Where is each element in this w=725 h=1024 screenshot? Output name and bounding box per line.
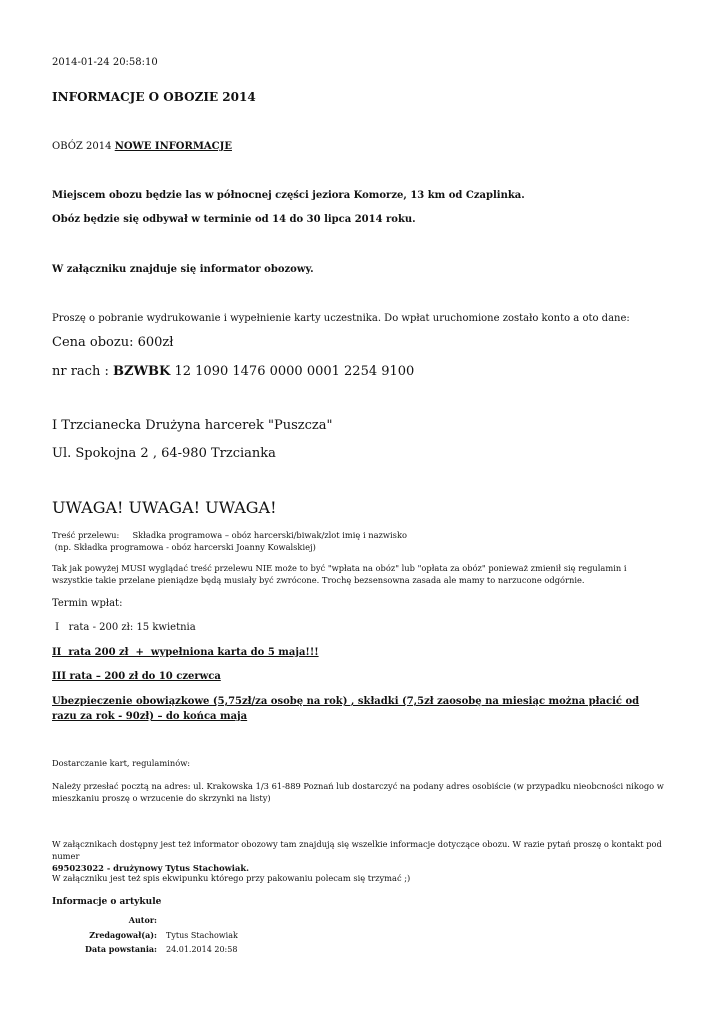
account-prefix: nr rach : xyxy=(52,364,113,379)
meta-editor-row xyxy=(52,930,238,941)
equipment-text: W załączniku jest też spis ekwipunku którego przy pakowaniu polecam się trzymać ;) xyxy=(52,873,411,883)
meta-created-label: Data powstania: xyxy=(85,944,157,954)
intro-prefix: OBÓZ 2014 xyxy=(52,141,112,152)
timestamp: 2014-01-24 20:58:10 xyxy=(52,57,158,68)
attachment-line: W załączniku znajduje się informator obozowy. xyxy=(52,264,314,275)
page-title: INFORMACJE O OBOZIE 2014 xyxy=(52,90,256,104)
delivery-text: Należy przesłać pocztą na adres: ul. Krakowska 1/3 61-889 Poznań lub dostarczyć na podany adres osobiście (w przypadku nieobcności nikogo w mieszkaniu proszę o wrzucenie do skrzynki na listy) xyxy=(52,781,664,803)
dates-line: Obóz będzie się odbywał w terminie od 14 do 30 lipca 2014 roku. xyxy=(52,214,416,225)
installment-3: III rata – 200 zł do 10 czerwca xyxy=(52,671,221,682)
meta-editor-value: Tytus Stachowiak xyxy=(166,931,238,940)
insurance-note: Ubezpieczenie obowiązkowe (5,75zł/za osobę na rok) , składki (7,5zł zaosobę na miesiąc można płacić od razu za rok - 90zł) – do końca maja xyxy=(52,696,640,722)
meta-author-row xyxy=(52,915,166,926)
contact-text: W załącznikach dostępny jest też informator obozowy tam znajdują się wszelkie informacje dotyczące obozu. W razie pytań proszę o kontakt pod numer xyxy=(52,839,662,861)
meta-editor-label: Zredagował(a): xyxy=(89,930,157,940)
bank-name: BZWBK xyxy=(112,364,171,379)
installment-1: I rata - 200 zł: 15 kwietnia xyxy=(52,622,196,633)
delivery-label: Dostarczanie kart, regulaminów: xyxy=(52,758,191,768)
price-line: Cena obozu: 600zł xyxy=(52,335,174,350)
transfer-title: Treść przelewu: Składka programowa – obóz harcerski/biwak/zlot imię i nazwisko xyxy=(52,530,407,540)
new-info-link[interactable]: NOWE INFORMACJE xyxy=(114,141,232,152)
intro-line xyxy=(52,140,232,153)
org-address: Ul. Spokojna 2 , 64-980 Trzcianka xyxy=(52,446,276,461)
contact-phone: 695023022 - drużynowy Tytus Stachowiak. xyxy=(52,863,249,873)
installment-2: II rata 200 zł + wypełniona karta do 5 maja!!! xyxy=(52,647,319,658)
location-line: Miejscem obozu będzie las w północnej części jeziora Komorze, 13 km od Czaplinka. xyxy=(52,190,525,201)
warning-heading: UWAGA! UWAGA! UWAGA! xyxy=(52,498,277,517)
org-name: I Trzcianecka Drużyna harcerek "Puszcza" xyxy=(52,418,333,433)
account-number: 12 1090 1476 0000 0001 2254 9100 xyxy=(170,364,415,379)
meta-author-label: Autor: xyxy=(128,915,157,925)
deadlines-label: Termin wpłat: xyxy=(52,598,123,609)
meta-created-value: 24.01.2014 20:58 xyxy=(166,945,238,954)
transfer-example: (np. Składka programowa - obóz harcerski Joanny Kowalskiej) xyxy=(52,542,316,552)
request-line: Proszę o pobranie wydrukowanie i wypełnienie karty uczestnika. Do wpłat uruchomione zostało konto a oto dane: xyxy=(52,313,630,324)
account-line xyxy=(52,364,414,380)
meta-created-row xyxy=(52,944,237,955)
contact-paragraph xyxy=(52,838,667,874)
article-info-heading: Informacje o artykule xyxy=(52,897,162,907)
transfer-note: Tak jak powyżej MUSI wyglądać treść przelewu NIE może to być "wpłata na obóz" lub "opłata za obóz" ponieważ zmienił się regulamin i wszystkie takie przelane pieniądze będą musiały być zwrócone. Trochę bezsensowna zasada ale mamy to narzucone odgórnie. xyxy=(52,563,627,585)
